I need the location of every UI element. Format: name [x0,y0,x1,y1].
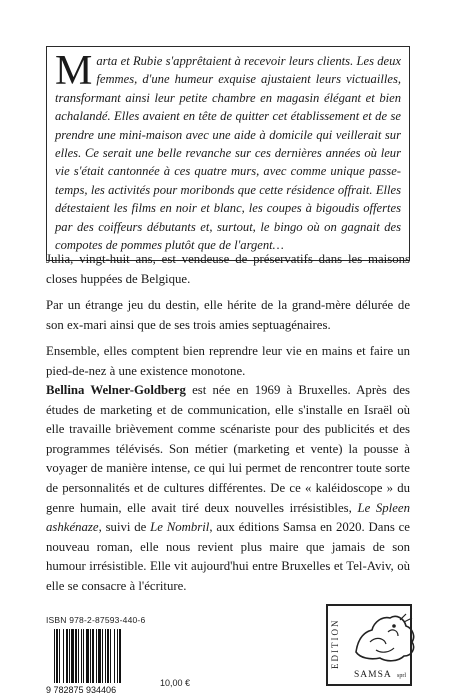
lion-emblem-icon [346,608,426,666]
summary-paragraph-2: Par un étrange jeu du destin, elle hérite de la grand-mère délurée de son ex-mari ainsi que de ses trois amies septuagénaires. [46,298,410,332]
bio-text-2: , suivi de [98,520,151,535]
publisher-suffix: sprl [397,673,406,679]
book-title-2: Le Nombril [150,520,210,535]
excerpt-body: arta et Rubie s'apprêtaient à recevoir leurs clients. Les deux femmes, d'une humeur exquise ajustaient leurs victuailles, transformant ainsi leur petite chambre en magasin élégant et bien achalandé. Elles avaient en tête de quitter cet établissement et de se prendre une mini-maison avec une aide à domicile qui veillerait sur elles. Ce serait une belle revanche sur ces dernières années où leur vie s'était cantonnée à ces quatre murs, avec comme unique passe-temps, les activités pour moribonds que cette résidence offrait. Elles détestaient les films en noir et blanc, les coupes à bigoudis offertes par des coiffeurs débutants et, surtout, le bingo où on gagnait des compotes de pommes plutôt que de l'argent… [55,54,401,253]
price: 10,00 € [160,678,191,688]
bio-text-1: est née en 1969 à Bruxelles. Après des études de marketing et de communication, elle s'installe en Israël où elle travaille brièvement comme scénariste pour des publicités et des programmes télévisés. Son métier (marketing et vente) la pousse à voyager de manière intense, ce qui lui permet de rencontrer toute sorte de personnalités et de cultures différentes. De ce « kaléidoscope » du genre humain, elle avait tiré deux nouvelles irrésistibles, [46,383,411,515]
excerpt-text [55,48,401,254]
barcode [46,629,152,695]
publisher-logo [326,604,412,686]
bio-text-3: , aux éditions Samsa en 2020. Dans ce nouveau roman, elle nous revient plus maire que jamais de son humour irrésistible. Elle vit aujourd'hui entre Bruxelles et Tel-Aviv, où elle se consacre à l'écriture. [46,520,410,593]
bio-paragraph [46,381,410,597]
isbn-text: ISBN 978-2-87593-440-6 [46,615,146,625]
book-title-1: Le Spleen ashkénaze [46,500,410,535]
publisher-name: SAMSA [354,670,392,680]
summary-paragraph-3: Ensemble, elles comptent bien reprendre leur vie en mains et faire un pied-de-nez à une existence monotone. [46,344,410,378]
summary-paragraph-1: Julia, vingt-huit ans, est vendeuse de préservatifs dans les maisons closes huppées de Belgique. [46,252,410,286]
author-name: Bellina Welner-Goldberg [46,383,186,397]
excerpt-box [46,46,410,261]
logo-vertical-text: EDITION [330,618,340,670]
summary [46,250,410,389]
author-bio [46,381,410,597]
barcode-digits: 9 782875 934406 [46,685,117,695]
dropcap: M [55,48,93,94]
